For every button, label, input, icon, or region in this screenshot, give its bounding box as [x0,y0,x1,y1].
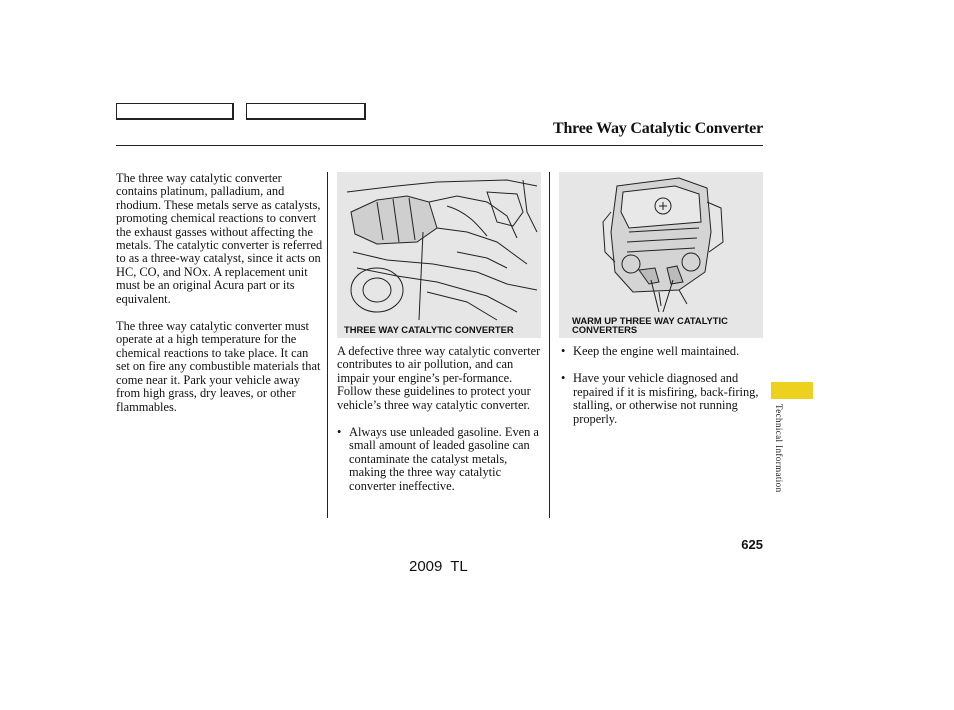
bullet-marker: • [561,371,566,386]
catalytic-converter-figure [337,172,541,338]
section-label: Technical Information [774,404,784,493]
bullet-marker: • [561,344,566,358]
title-divider [116,145,763,146]
column-divider [549,172,550,518]
paragraph-temperature: The three way catalytic converter must operate at a high temperature for the chemical reactions to take place. It can set on fire any combustible materials that come near it. Park your vehicle away from high grass, dry leaves, or other flammables. [116,319,321,414]
column-intro [116,172,324,428]
list-item [561,345,761,358]
list-item-text: Always use unleaded gasoline. Even a small amount of leaded gasoline can contaminate the catalyst metals, making the three way catalytic converter ineffective. [349,425,539,493]
list-item [561,372,761,426]
section-tab[interactable] [771,382,813,399]
bullet-marker: • [337,425,342,440]
page-title: Three Way Catalytic Converter [552,120,763,137]
next-page-button[interactable] [246,103,366,120]
page-number: 625 [741,537,763,552]
figure-caption: WARM UP THREE WAY CATALYTIC CONVERTERS [572,314,728,336]
model-footer: 2009 TL [409,558,468,575]
figure-caption: THREE WAY CATALYTIC CONVERTER [344,324,514,336]
warm-up-converters-figure [559,172,763,338]
engine-illustration [559,172,763,312]
column-maintenance [561,345,761,440]
underbody-illustration [337,172,541,322]
list-item [337,426,545,493]
list-item-text: Have your vehicle diagnosed and repaired if it is misfiring, back-firing, stalling, or otherwise not running properly. [573,371,759,426]
paragraph-metals: The three way catalytic converter contains platinum, palladium, and rhodium. These metals serve as catalysts, promoting chemical reactions to convert the exhaust gasses without affecting the metals. The catalytic converter is referred to as a three-way catalyst, since it acts on HC, CO, and NOx. A replacement unit must be an original Acura part or its equivalent. [116,171,323,306]
column-divider [327,172,328,518]
previous-page-button[interactable] [116,103,234,120]
column-guidelines [337,345,545,507]
paragraph-defective: A defective three way catalytic converter contributes to air pollution, and can impair your engine’s per-formance. Follow these guidelines to protect your vehicle’s three way catalytic converter. [337,344,541,412]
list-item-text: Keep the engine well maintained. [573,344,740,358]
